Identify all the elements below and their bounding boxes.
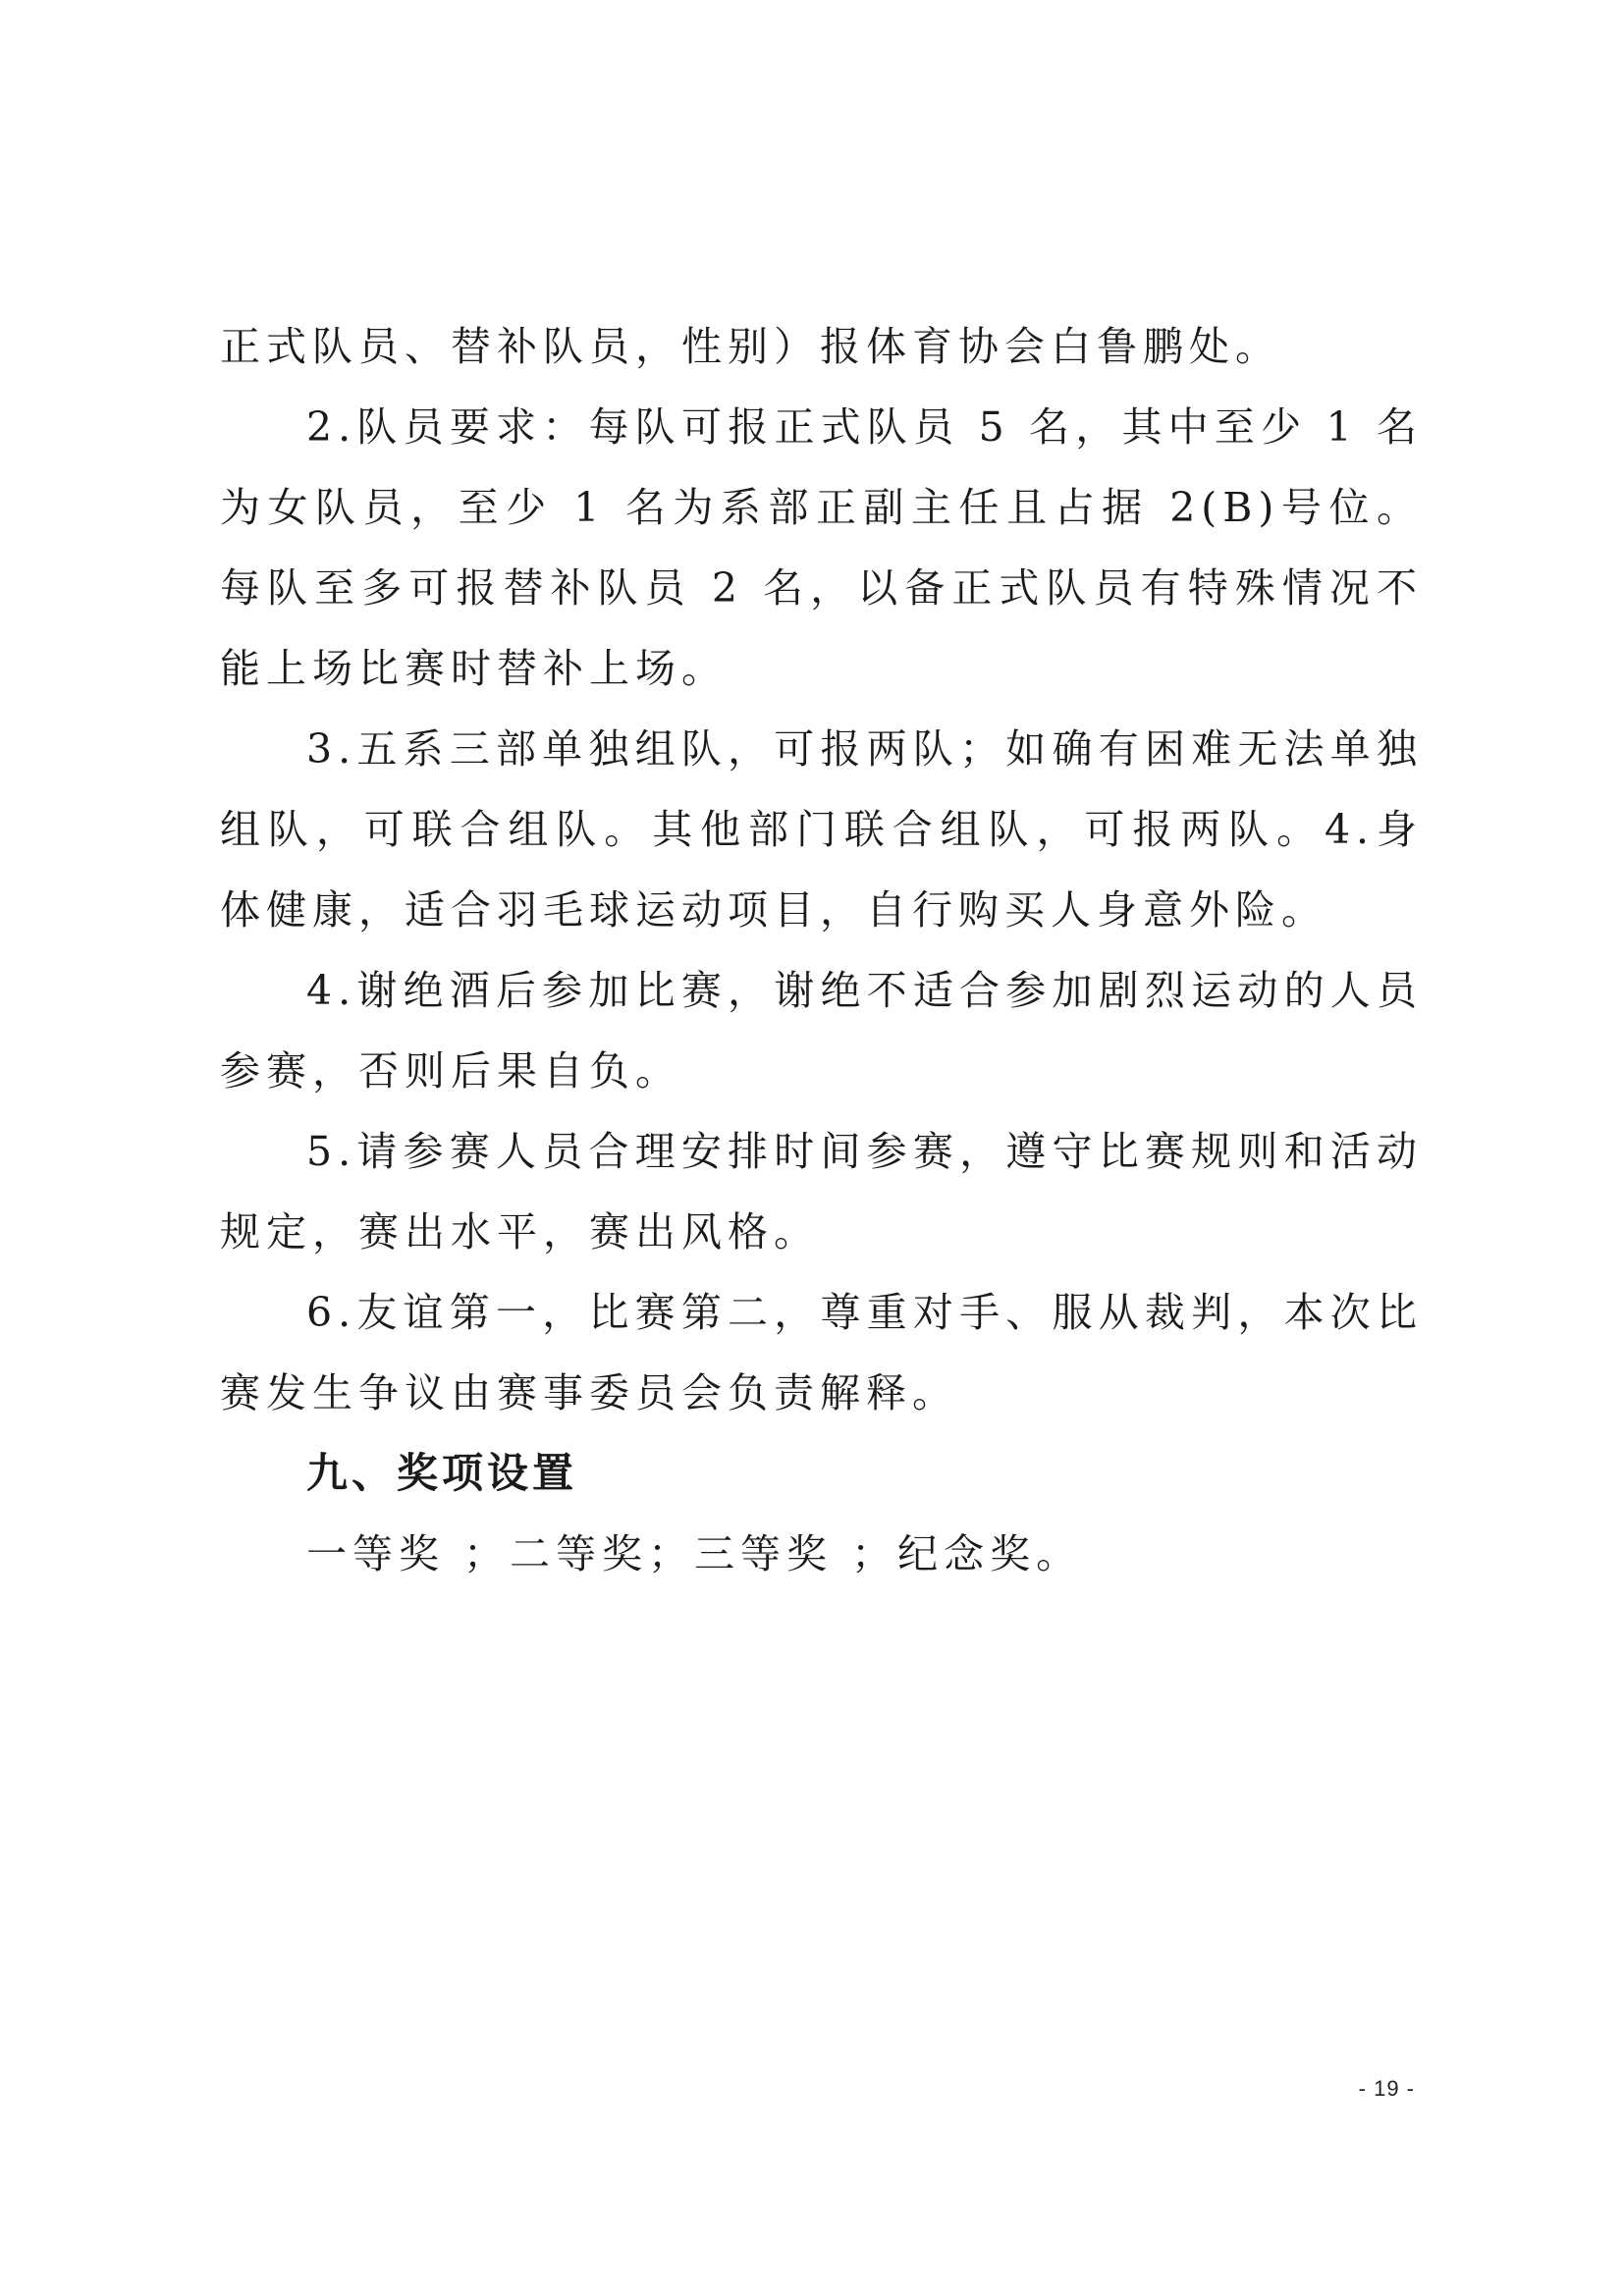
paragraph-no-alcohol: 4.谢绝酒后参加比赛，谢绝不适合参加剧烈运动的人员参赛，否则后果自负。 — [220, 967, 1423, 1095]
paragraph-continuation: 正式队员、替补队员，性别）报体育协会白鲁鹏处。 — [220, 323, 1281, 370]
section-heading-awards: 九、奖项设置 — [306, 1449, 578, 1497]
paragraph-awards-list: 一等奖 ；二等奖；三等奖 ；纪念奖。 — [306, 1530, 1083, 1577]
document-body — [220, 306, 1423, 1594]
paragraph-friendship-first: 6.友谊第一，比赛第二，尊重对手、服从裁判，本次比赛发生争议由赛事委员会负责解释。 — [220, 1289, 1423, 1416]
paragraph-schedule-rules: 5.请参赛人员合理安排时间参赛，遵守比赛规则和活动规定，赛出水平，赛出风格。 — [220, 1128, 1423, 1255]
paragraph-team-formation: 3.五系三部单独组队，可报两队；如确有困难无法单独组队，可联合组队。其他部门联合组队，可报两队。4.身体健康，适合羽毛球运动项目，自行购买人身意外险。 — [220, 725, 1423, 934]
page-number: - 19 - — [1358, 2076, 1415, 2101]
paragraph-team-member-requirements: 2.队员要求：每队可报正式队员 5 名，其中至少 1 名为女队员，至少 1 名为系部正副主任且占据 2(B)号位。每队至多可报替补队员 2 名，以备正式队员有特殊情况不能上场比赛时替补上场。 — [220, 403, 1423, 692]
